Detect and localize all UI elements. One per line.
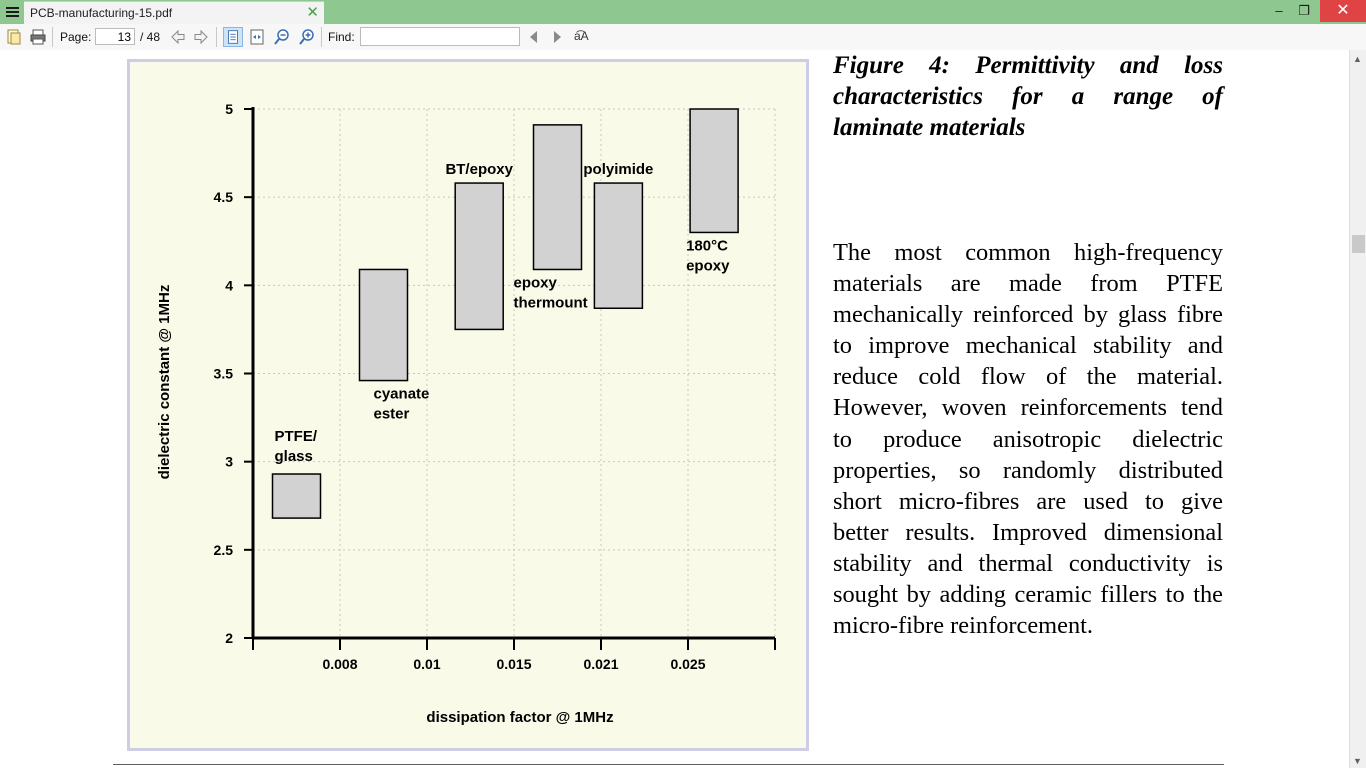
zoom-out-icon[interactable] bbox=[273, 28, 291, 46]
x-tick-label: 0.008 bbox=[322, 656, 358, 672]
scrollbar-thumb[interactable] bbox=[1352, 235, 1365, 253]
x-tick-label: 0.025 bbox=[670, 656, 706, 672]
find-input[interactable] bbox=[360, 27, 520, 46]
figure-caption: Figure 4: Permittivity and loss characteristics for a range of laminate materials bbox=[833, 52, 1223, 141]
box-label: 180°C bbox=[686, 237, 728, 255]
range-box bbox=[534, 125, 582, 270]
vertical-scrollbar[interactable] bbox=[1349, 50, 1366, 768]
y-tick-label: 3 bbox=[225, 453, 233, 470]
y-tick-label: 2.5 bbox=[213, 541, 233, 558]
y-tick-label: 4.5 bbox=[213, 189, 233, 206]
page-total: / 48 bbox=[140, 30, 161, 44]
close-window-button[interactable]: ✕ bbox=[1320, 0, 1366, 22]
range-box bbox=[594, 183, 642, 308]
y-tick-label: 3.5 bbox=[213, 365, 233, 382]
tab-title: PCB-manufacturing-15.pdf bbox=[30, 6, 173, 20]
toolbar-separator bbox=[216, 27, 217, 47]
zoom-in-icon[interactable] bbox=[298, 28, 316, 46]
page-label: Page: bbox=[60, 30, 92, 44]
scroll-down-icon[interactable]: ▼ bbox=[1353, 756, 1362, 766]
chart-svg bbox=[130, 62, 806, 748]
x-axis-label: dissipation factor @ 1MHz bbox=[426, 709, 614, 726]
document-tab[interactable] bbox=[24, 1, 324, 25]
previous-page-icon[interactable] bbox=[169, 28, 187, 46]
toolbar-separator bbox=[52, 27, 53, 47]
fit-width-icon[interactable] bbox=[248, 28, 266, 46]
match-case-icon[interactable]: a͡A bbox=[574, 29, 589, 43]
minimize-button[interactable]: – bbox=[1275, 3, 1283, 18]
box-label: epoxy bbox=[513, 274, 557, 292]
box-label: cyanate bbox=[373, 385, 430, 403]
y-tick-label: 5 bbox=[225, 101, 233, 117]
range-box bbox=[273, 474, 321, 518]
box-label: BT/epoxy bbox=[445, 161, 513, 179]
open-file-icon[interactable] bbox=[5, 28, 23, 46]
find-previous-icon[interactable] bbox=[525, 28, 543, 46]
menu-icon[interactable] bbox=[0, 0, 24, 24]
fit-page-icon[interactable] bbox=[223, 27, 243, 47]
box-label: ester bbox=[373, 405, 410, 423]
page-edge bbox=[113, 764, 1224, 765]
range-box bbox=[690, 109, 738, 232]
page-number-input[interactable] bbox=[95, 28, 135, 45]
box-label: glass bbox=[274, 448, 313, 466]
x-tick-label: 0.01 bbox=[413, 656, 441, 672]
range-box bbox=[455, 183, 503, 329]
range-box bbox=[360, 269, 408, 380]
find-next-icon[interactable] bbox=[548, 28, 566, 46]
y-tick-label: 2 bbox=[225, 630, 233, 646]
box-label: PTFE/ bbox=[274, 428, 318, 446]
title-bar bbox=[0, 0, 1366, 24]
box-label: epoxy bbox=[686, 257, 730, 275]
restore-button[interactable]: ❐ bbox=[1298, 3, 1310, 18]
tab-close-icon[interactable]: ✕ bbox=[306, 4, 319, 21]
body-paragraph: The most common high-frequency materials are made from PTFE mechanically reinforced by glass fibre to improve mechanical stability and reduce cold flow of the material. However, woven reinforcements tend to produce anisotropic dielectric properties, so randomly distributed short micro-fibres are used to give better results. Improved dimensional stability and thermal conductivity is sought by adding ceramic fillers to the micro-fibre reinforcement. bbox=[833, 239, 1223, 640]
print-icon[interactable] bbox=[29, 28, 47, 46]
find-label: Find: bbox=[328, 30, 355, 44]
toolbar-separator bbox=[321, 27, 322, 47]
x-tick-label: 0.021 bbox=[583, 656, 619, 672]
x-tick-label: 0.015 bbox=[496, 656, 532, 672]
box-label: thermount bbox=[513, 294, 588, 312]
permittivity-chart bbox=[127, 59, 809, 751]
y-axis-label: dielectric constant @ 1MHz bbox=[156, 284, 173, 480]
next-page-icon[interactable] bbox=[192, 28, 210, 46]
scroll-up-icon[interactable]: ▲ bbox=[1353, 54, 1362, 64]
y-tick-label: 4 bbox=[225, 277, 233, 294]
toolbar bbox=[0, 24, 1366, 51]
box-label: polyimide bbox=[583, 161, 654, 179]
